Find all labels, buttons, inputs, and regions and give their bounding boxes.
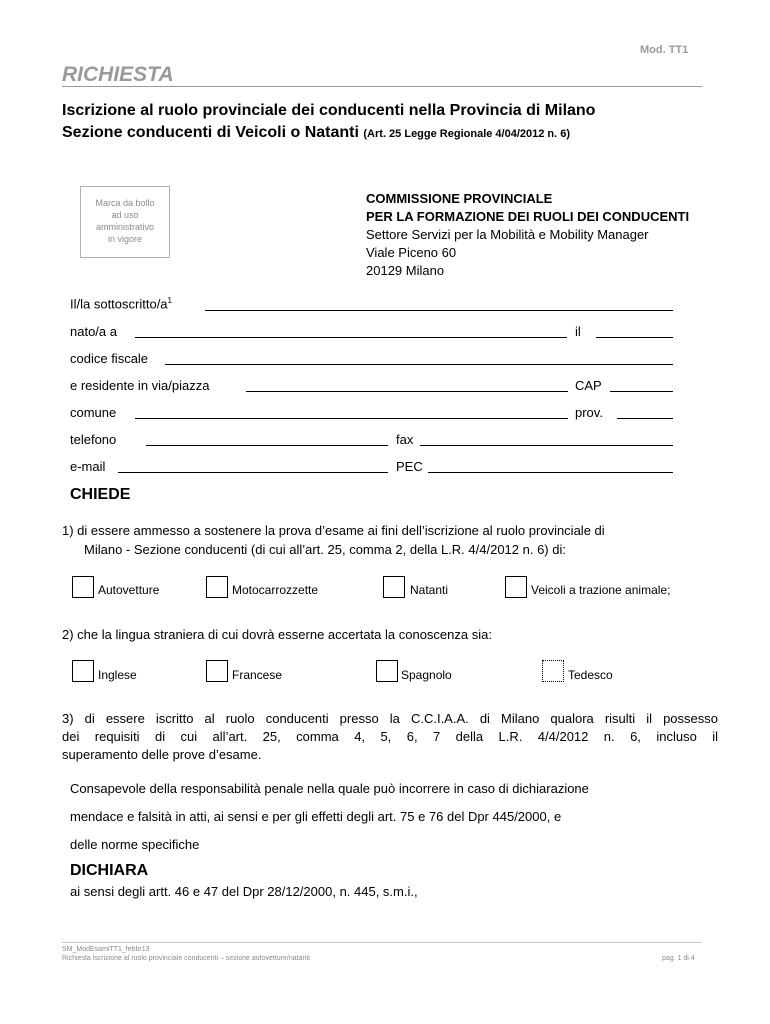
address-line-1: COMMISSIONE PROVINCIALE <box>366 191 553 206</box>
checkbox-natanti[interactable] <box>383 576 405 598</box>
email-input[interactable] <box>118 472 388 473</box>
address-line-2: PER LA FORMAZIONE DEI RUOLI DEI CONDUCENTI <box>366 209 690 224</box>
label-tedesco: Tedesco <box>568 668 613 682</box>
stamp-line-3: amministrativo <box>95 222 154 232</box>
request-3-line-1: 3) di essere iscritto al ruolo conducenti presso la C.C.I.A.A. di Milano qualora risulti il possesso <box>62 711 718 726</box>
declaration-line-3: delle norme specifiche <box>70 837 200 852</box>
footer-rule <box>62 942 702 943</box>
request-1-line-1: 1) di essere ammesso a sostenere la prova d’esame ai fini dell’iscrizione al ruolo provinciale di <box>62 523 605 538</box>
comune-input[interactable] <box>135 418 568 419</box>
revenue-stamp-box <box>80 186 170 258</box>
stamp-line-1: Marca da bollo <box>95 198 155 208</box>
prov-input[interactable] <box>617 418 673 419</box>
label-motocarrozzette: Motocarrozzette <box>232 583 319 597</box>
footer-doc-code: SM_ModEsamiTT1_febbr13 <box>62 946 150 953</box>
form-model-code: Mod. TT1 <box>640 44 689 56</box>
request-3-line-2: dei requisiti di cui all’art. 25, comma 4, 5, 6, 7 della L.R. 4/4/2012 n. 6, incluso il <box>62 729 718 744</box>
chiede-heading: CHIEDE <box>70 486 131 503</box>
footer-doc-description: Richiesta iscrizione al ruolo provinciale conducenti – sezione autovetture/natanti <box>62 955 310 962</box>
address-line-5: 20129 Milano <box>366 263 445 278</box>
dichiara-text: ai sensi degli artt. 46 e 47 del Dpr 28/12/2000, n. 445, s.m.i., <box>70 884 418 899</box>
pec-input[interactable] <box>428 472 673 473</box>
title-legal-reference: (Art. 25 Legge Regionale 4/04/2012 n. 6) <box>363 128 571 140</box>
residence-label: e residente in via/piazza <box>70 378 210 393</box>
header-rule <box>62 86 702 87</box>
nato-label: nato/a a <box>70 324 117 339</box>
label-spagnolo: Spagnolo <box>401 668 452 682</box>
address-line-3: Settore Servizi per la Mobilità e Mobility Manager <box>366 227 649 242</box>
footer-page-number: pag. 1 di 4 <box>662 955 695 962</box>
telefono-input[interactable] <box>146 445 388 446</box>
stamp-line-2: ad uso <box>111 210 139 220</box>
request-3-line-3: superamento delle prove d’esame. <box>62 747 262 762</box>
recipient-address <box>366 190 689 280</box>
richiesta-heading: RICHIESTA <box>62 63 174 86</box>
codice-fiscale-input[interactable] <box>165 364 673 365</box>
prov-label: prov. <box>575 405 603 420</box>
residence-input[interactable] <box>246 391 568 392</box>
cap-label: CAP <box>575 378 602 393</box>
cap-input[interactable] <box>610 391 673 392</box>
codice-fiscale-label: codice fiscale <box>70 351 149 366</box>
checkbox-motocarrozzette[interactable] <box>206 576 228 598</box>
request-2: 2) che la lingua straniera di cui dovrà esserne accertata la conoscenza sia: <box>62 627 492 642</box>
fax-input[interactable] <box>420 445 673 446</box>
dichiara-heading: DICHIARA <box>70 862 149 879</box>
checkbox-spagnolo[interactable] <box>376 660 398 682</box>
checkbox-francese[interactable] <box>206 660 228 682</box>
declaration-line-1: Consapevole della responsabilità penale nella quale può incorrere in caso di dichiarazione <box>70 781 589 796</box>
checkbox-autovetture[interactable] <box>72 576 94 598</box>
label-inglese: Inglese <box>98 668 137 682</box>
sottoscritto-label: Il/la sottoscritto/$a^1$ <box>70 296 172 312</box>
stamp-line-4: in vigore <box>107 234 143 244</box>
title-line-2-text: Sezione conducenti di Veicoli o Natanti <box>62 124 359 141</box>
label-autovetture: Autovetture <box>98 583 160 597</box>
title-line-1: Iscrizione al ruolo provinciale dei conducenti nella Provincia di Milano <box>62 102 596 119</box>
label-veicoli-trazione-animale: Veicoli a trazione animale; <box>531 583 671 597</box>
checkbox-veicoli-trazione-animale[interactable] <box>505 576 527 598</box>
label-francese: Francese <box>232 668 283 682</box>
pec-label: PEC <box>396 459 423 474</box>
birthdate-label: il <box>575 324 581 339</box>
telefono-label: telefono <box>70 432 117 447</box>
fax-label: fax <box>396 432 414 447</box>
declaration-line-2: mendace e falsità in atti, ai sensi e per gli effetti degli art. 75 e 76 del Dpr 445/2000, e <box>70 809 562 824</box>
checkbox-tedesco[interactable] <box>542 660 564 682</box>
label-natanti: Natanti <box>410 583 449 597</box>
comune-label: comune <box>70 405 117 420</box>
request-1-line-2: Milano - Sezione conducenti (di cui all’art. 25, comma 2, della L.R. 4/4/2012 n. 6) di: <box>84 542 566 557</box>
title-line-2 <box>62 124 570 142</box>
checkbox-inglese[interactable] <box>72 660 94 682</box>
footnote-marker: 1 <box>167 296 172 305</box>
address-line-4: Viale Piceno 60 <box>366 245 457 260</box>
sottoscritto-input[interactable] <box>205 310 673 311</box>
birthdate-input[interactable] <box>596 337 673 338</box>
email-label: e-mail <box>70 459 106 474</box>
birthplace-input[interactable] <box>135 337 567 338</box>
